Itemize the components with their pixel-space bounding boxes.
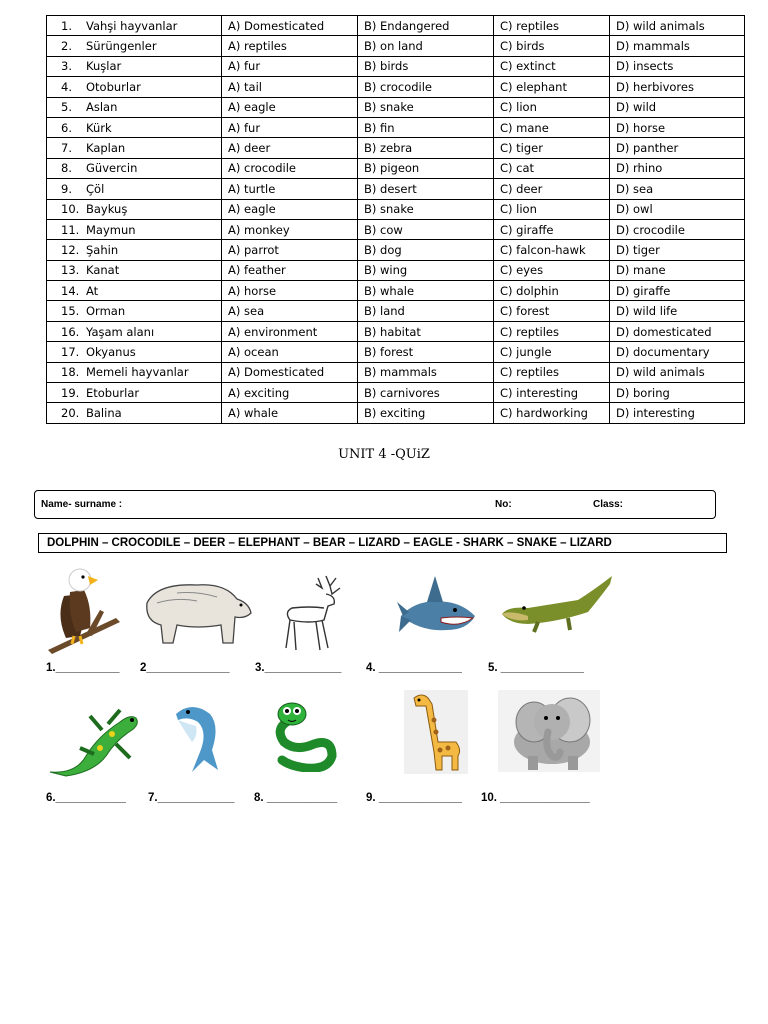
giraffe-icon [404, 690, 468, 774]
option-c[interactable]: C) extinct [494, 56, 610, 76]
turkish-word-cell [47, 260, 222, 280]
option-a[interactable]: A) feather [222, 260, 358, 280]
row-number: 1. [61, 18, 72, 33]
option-c[interactable]: C) deer [494, 179, 610, 199]
option-a[interactable]: A) exciting [222, 383, 358, 403]
table-row [47, 362, 745, 382]
turkish-word: Kanat [86, 263, 120, 278]
option-a[interactable]: A) turtle [222, 179, 358, 199]
option-a[interactable]: A) environment [222, 321, 358, 341]
turkish-word: Çöl [86, 181, 105, 196]
row-number: 3. [61, 59, 72, 74]
table-row [47, 179, 745, 199]
option-a[interactable]: A) whale [222, 403, 358, 423]
turkish-word-cell [47, 240, 222, 260]
turkish-word: Kürk [86, 120, 112, 135]
turkish-word-cell [47, 342, 222, 362]
student-info-box [34, 490, 716, 519]
option-c[interactable]: C) falcon-hawk [494, 240, 610, 260]
vocabulary-table [46, 15, 745, 424]
eagle-icon [46, 566, 122, 654]
table-row [47, 342, 745, 362]
turkish-word: Memeli hayvanlar [86, 365, 189, 380]
option-b[interactable]: B) exciting [358, 403, 494, 423]
option-c[interactable]: C) tiger [494, 138, 610, 158]
option-d[interactable]: D) panther [610, 138, 745, 158]
row-number: 6. [61, 120, 72, 135]
option-a[interactable]: A) fur [222, 117, 358, 137]
turkish-word: Okyanus [86, 344, 136, 359]
option-c[interactable]: C) cat [494, 158, 610, 178]
option-d[interactable]: D) mammals [610, 36, 745, 56]
turkish-word-cell [47, 56, 222, 76]
option-b[interactable]: B) desert [358, 179, 494, 199]
option-b[interactable]: B) wing [358, 260, 494, 280]
turkish-word-cell [47, 16, 222, 36]
option-a[interactable]: A) fur [222, 56, 358, 76]
table-row [47, 383, 745, 403]
table-row [47, 321, 745, 341]
option-b[interactable]: B) dog [358, 240, 494, 260]
option-c[interactable]: C) giraffe [494, 219, 610, 239]
option-b[interactable]: B) crocodile [358, 77, 494, 97]
quiz-title: UNIT 4 -QUiZ [338, 447, 430, 462]
option-a[interactable]: A) horse [222, 281, 358, 301]
turkish-word: Orman [86, 304, 126, 319]
row-number: 13. [61, 263, 80, 278]
turkish-word-cell [47, 77, 222, 97]
option-b[interactable]: B) zebra [358, 138, 494, 158]
option-b[interactable]: B) snake [358, 199, 494, 219]
word-bank: DOLPHIN – CROCODILE – DEER – ELEPHANT – BEAR – LIZARD – EAGLE - SHARK – SNAKE – LIZARD [38, 533, 727, 553]
row-number: 11. [61, 222, 80, 237]
option-b[interactable]: B) mammals [358, 362, 494, 382]
option-b[interactable]: B) pigeon [358, 158, 494, 178]
table-row [47, 301, 745, 321]
row-number: 15. [61, 304, 80, 319]
turkish-word-cell [47, 301, 222, 321]
option-d[interactable]: D) documentary [610, 342, 745, 362]
option-d[interactable]: D) tiger [610, 240, 745, 260]
option-c[interactable]: C) dolphin [494, 281, 610, 301]
turkish-word: Baykuş [86, 202, 128, 217]
turkish-word: Maymun [86, 222, 136, 237]
option-d[interactable]: D) herbivores [610, 77, 745, 97]
row-number: 9. [61, 181, 72, 196]
name-label: Name- surname : [41, 499, 123, 510]
row-number: 20. [61, 406, 80, 421]
option-d[interactable]: D) horse [610, 117, 745, 137]
turkish-word-cell [47, 117, 222, 137]
answer-blank-2[interactable]: 2_____________ [140, 662, 230, 674]
shark-icon [397, 572, 479, 650]
option-a[interactable]: A) ocean [222, 342, 358, 362]
answer-blank-10[interactable]: 10. ______________ [481, 792, 590, 804]
table-row [47, 403, 745, 423]
row-number: 18. [61, 365, 80, 380]
table-row [47, 219, 745, 239]
option-c[interactable]: C) reptiles [494, 321, 610, 341]
table-row [47, 77, 745, 97]
option-d[interactable]: D) wild animals [610, 362, 745, 382]
row-number: 10. [61, 202, 80, 217]
row-number: 17. [61, 344, 80, 359]
row-number: 7. [61, 141, 72, 156]
option-a[interactable]: A) reptiles [222, 36, 358, 56]
option-d[interactable]: D) wild animals [610, 16, 745, 36]
option-b[interactable]: B) cow [358, 219, 494, 239]
turkish-word-cell [47, 179, 222, 199]
row-number: 2. [61, 39, 72, 54]
table-row [47, 56, 745, 76]
table-row [47, 158, 745, 178]
option-c[interactable]: C) elephant [494, 77, 610, 97]
table-row [47, 16, 745, 36]
option-b[interactable]: B) on land [358, 36, 494, 56]
option-a[interactable]: A) Domesticated [222, 362, 358, 382]
answer-blank-7[interactable]: 7.____________ [148, 792, 235, 804]
option-c[interactable]: C) mane [494, 117, 610, 137]
option-b[interactable]: B) whale [358, 281, 494, 301]
option-d[interactable]: D) giraffe [610, 281, 745, 301]
row-number: 4. [61, 79, 72, 94]
row-number: 5. [61, 100, 72, 115]
turkish-word-cell [47, 36, 222, 56]
turkish-word: Otoburlar [86, 79, 141, 94]
turkish-word: Güvercin [86, 161, 138, 176]
answer-blank-4[interactable]: 4. _____________ [366, 662, 462, 674]
option-c[interactable]: C) eyes [494, 260, 610, 280]
row-number: 12. [61, 242, 80, 257]
turkish-word: Sürüngenler [86, 39, 157, 54]
option-d[interactable]: D) domesticated [610, 321, 745, 341]
option-d[interactable]: D) crocodile [610, 219, 745, 239]
option-a[interactable]: A) Domesticated [222, 16, 358, 36]
turkish-word-cell [47, 403, 222, 423]
option-b[interactable]: B) forest [358, 342, 494, 362]
turkish-word-cell [47, 97, 222, 117]
row-number: 16. [61, 324, 80, 339]
turkish-word: At [86, 283, 99, 298]
answer-blank-9[interactable]: 9. _____________ [366, 792, 462, 804]
option-d[interactable]: D) boring [610, 383, 745, 403]
option-b[interactable]: B) birds [358, 56, 494, 76]
class-label: Class: [593, 499, 624, 510]
option-c[interactable]: C) birds [494, 36, 610, 56]
turkish-word: Etoburlar [86, 385, 140, 400]
option-d[interactable]: D) owl [610, 199, 745, 219]
option-b[interactable]: B) habitat [358, 321, 494, 341]
option-b[interactable]: B) snake [358, 97, 494, 117]
table-row [47, 117, 745, 137]
elephant-icon [498, 690, 600, 772]
table-row [47, 138, 745, 158]
option-d[interactable]: D) rhino [610, 158, 745, 178]
answer-blank-8[interactable]: 8. ___________ [254, 792, 338, 804]
option-a[interactable]: A) crocodile [222, 158, 358, 178]
turkish-word: Balina [86, 406, 122, 421]
table-row [47, 240, 745, 260]
number-label: No: [495, 499, 512, 510]
option-d[interactable]: D) interesting [610, 403, 745, 423]
turkish-word-cell [47, 158, 222, 178]
lizard-icon [46, 700, 142, 780]
turkish-word-cell [47, 138, 222, 158]
option-c[interactable]: C) jungle [494, 342, 610, 362]
turkish-word-cell [47, 383, 222, 403]
turkish-word: Kuşlar [86, 59, 122, 74]
option-d[interactable]: D) wild [610, 97, 745, 117]
turkish-word-cell [47, 219, 222, 239]
option-b[interactable]: B) carnivores [358, 383, 494, 403]
bear-icon [137, 573, 253, 647]
option-d[interactable]: D) mane [610, 260, 745, 280]
dolphin-icon [168, 700, 234, 776]
answer-blank-1[interactable]: 1.__________ [46, 662, 120, 674]
option-b[interactable]: B) Endangered [358, 16, 494, 36]
option-b[interactable]: B) land [358, 301, 494, 321]
answer-blank-5[interactable]: 5. _____________ [488, 662, 584, 674]
answer-blank-6[interactable]: 6.___________ [46, 792, 126, 804]
option-c[interactable]: C) lion [494, 199, 610, 219]
option-c[interactable]: C) hardworking [494, 403, 610, 423]
table-row [47, 260, 745, 280]
row-number: 8. [61, 161, 72, 176]
option-c[interactable]: C) reptiles [494, 362, 610, 382]
option-d[interactable]: D) wild life [610, 301, 745, 321]
turkish-word-cell [47, 199, 222, 219]
table-row [47, 36, 745, 56]
option-a[interactable]: A) eagle [222, 97, 358, 117]
option-a[interactable]: A) eagle [222, 199, 358, 219]
table-row [47, 199, 745, 219]
turkish-word: Şahin [86, 242, 119, 257]
turkish-word: Vahşi hayvanlar [86, 18, 178, 33]
row-number: 14. [61, 283, 80, 298]
option-c[interactable]: C) forest [494, 301, 610, 321]
option-d[interactable]: D) insects [610, 56, 745, 76]
option-a[interactable]: A) sea [222, 301, 358, 321]
turkish-word: Yaşam alanı [86, 324, 155, 339]
turkish-word-cell [47, 281, 222, 301]
row-number: 19. [61, 385, 80, 400]
turkish-word-cell [47, 362, 222, 382]
table-row [47, 97, 745, 117]
turkish-word-cell [47, 321, 222, 341]
option-a[interactable]: A) tail [222, 77, 358, 97]
option-d[interactable]: D) sea [610, 179, 745, 199]
option-c[interactable]: C) interesting [494, 383, 610, 403]
snake-icon [270, 698, 342, 772]
option-c[interactable]: C) reptiles [494, 16, 610, 36]
answer-blank-3[interactable]: 3.____________ [255, 662, 342, 674]
option-a[interactable]: A) deer [222, 138, 358, 158]
turkish-word: Kaplan [86, 141, 126, 156]
turkish-word: Aslan [86, 100, 118, 115]
option-b[interactable]: B) fin [358, 117, 494, 137]
option-c[interactable]: C) lion [494, 97, 610, 117]
crocodile-icon [498, 570, 616, 640]
option-a[interactable]: A) monkey [222, 219, 358, 239]
deer-icon [270, 572, 352, 652]
option-a[interactable]: A) parrot [222, 240, 358, 260]
table-row [47, 281, 745, 301]
